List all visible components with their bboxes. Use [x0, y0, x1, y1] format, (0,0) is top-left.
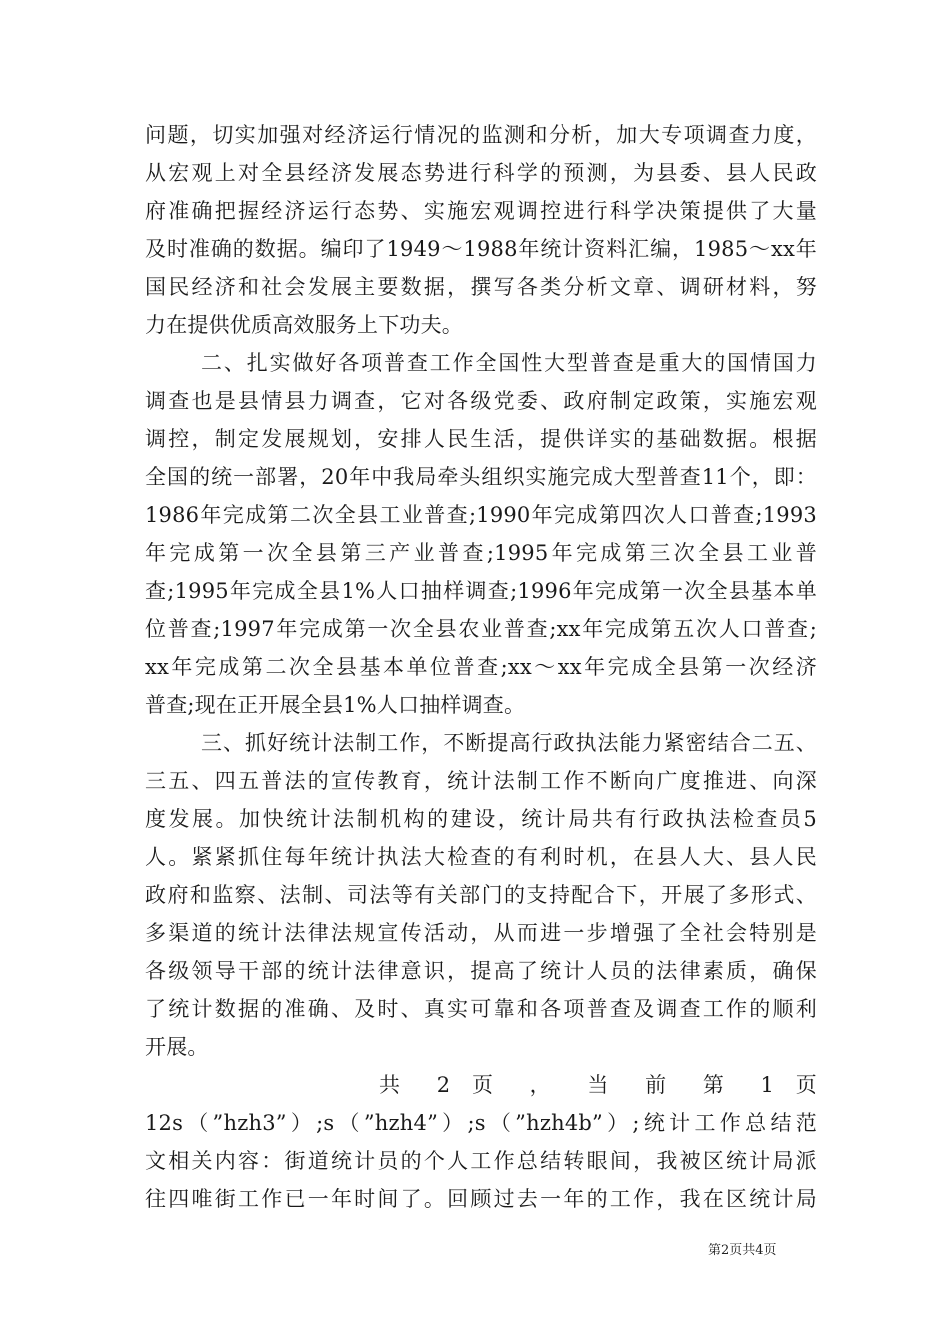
text-line: 年完成第一次全县第三产业普查;1995年完成第三次全县工业普 [145, 541, 817, 565]
text-line: 各级领导干部的统计法律意识，提高了统计人员的法律素质，确保 [145, 959, 817, 983]
text-line: 调控，制定发展规划，安排人民生活，提供详实的基础数据。根据 [145, 427, 817, 451]
text-line: 调查也是县情县力调查，它对各级党委、政府制定政策，实施宏观 [145, 389, 817, 413]
text-line: xx年完成第二次全县基本单位普查;xx～xx年完成全县第一次经济 [145, 655, 817, 679]
text-line: 开展。 [145, 1035, 209, 1059]
text-line: 往四唯街工作已一年时间了。回顾过去一年的工作，我在区统计局 [145, 1187, 817, 1211]
text-line: 12s（”hzh3”）;s（”hzh4”）;s（”hzh4b”）;统计工作总结范 [145, 1111, 817, 1135]
text-line: 全国的统一部署，20年中我局牵头组织实施完成大型普查11个，即： [145, 465, 817, 489]
text-line: 三五、四五普法的宣传教育，统计法制工作不断向广度推进、向深 [145, 769, 817, 793]
text-line: 及时准确的数据。编印了1949～1988年统计资料汇编，1985～xx年 [145, 237, 817, 261]
paragraph-heading-2: 二、扎实做好各项普查工作全国性大型普查是重大的国情国力 [201, 351, 817, 375]
text-line: 政府和监察、法制、司法等有关部门的支持配合下，开展了多形式、 [145, 883, 817, 907]
text-line: 了统计数据的准确、及时、真实可靠和各项普查及调查工作的顺利 [145, 997, 817, 1021]
text-line: 人。紧紧抓住每年统计执法大检查的有利时机，在县人大、县人民 [145, 845, 817, 869]
text-line: 1986年完成第二次全县工业普查;1990年完成第四次人口普查;1993 [145, 503, 817, 527]
text-line: 查;1995年完成全县1%人口抽样调查;1996年完成第一次全县基本单 [145, 579, 817, 603]
text-line: 问题，切实加强对经济运行情况的监测和分析，加大专项调查力度， [145, 123, 817, 147]
text-line: 府准确把握经济运行态势、实施宏观调控进行科学决策提供了大量 [145, 199, 817, 223]
text-line: 多渠道的统计法律法规宣传活动，从而进一步增强了全社会特别是 [145, 921, 817, 945]
text-line: 国民经济和社会发展主要数据，撰写各类分析文章、调研材料，努 [145, 275, 817, 299]
page-count-line: 共 2 页 ， 当 前 第 1 页 [379, 1073, 817, 1097]
paragraph-heading-3: 三、抓好统计法制工作，不断提高行政执法能力紧密结合二五、 [201, 731, 817, 755]
text-line: 普查;现在正开展全县1%人口抽样调查。 [145, 693, 526, 717]
text-line: 力在提供优质高效服务上下功夫。 [145, 313, 463, 337]
page-footer-indicator: 第2页共4页 [708, 1243, 777, 1258]
text-line: 度发展。加快统计法制机构的建设，统计局共有行政执法检查员5 [145, 807, 817, 831]
text-line: 位普查;1997年完成第一次全县农业普查;xx年完成第五次人口普查; [145, 617, 817, 641]
text-line: 从宏观上对全县经济发展态势进行科学的预测，为县委、县人民政 [145, 161, 817, 185]
text-line: 文相关内容：街道统计员的个人工作总结转眼间，我被区统计局派 [145, 1149, 817, 1173]
